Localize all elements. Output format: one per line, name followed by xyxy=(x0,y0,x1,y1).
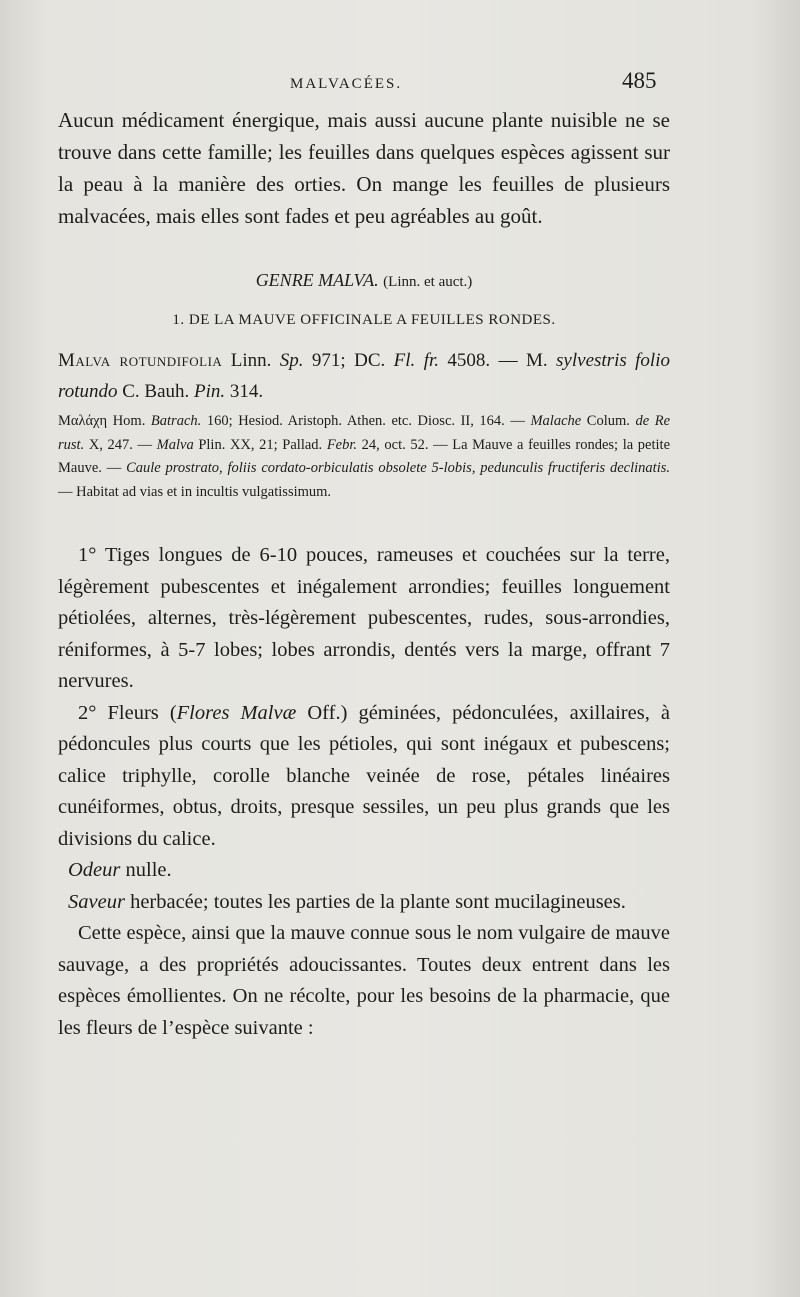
nomen-ref: Linn. xyxy=(230,350,272,371)
nomen-ref: Sp. xyxy=(279,350,304,371)
habitat: — Habitat ad vias et in incultis vulgatissimum. xyxy=(58,483,332,500)
description-taste xyxy=(58,887,670,919)
synonym: X, 247. — xyxy=(88,436,153,453)
running-head: MALVACÉES. xyxy=(290,76,403,92)
taste-text: herbacée; toutes les parties de la plante sont mucilagineuses. xyxy=(130,890,626,913)
description-odour xyxy=(58,855,670,887)
page-number: 485 xyxy=(622,68,657,93)
synonym: Febr. xyxy=(326,436,358,453)
synonym: 24, oct. 52. — La Mauve a feuilles rondes; la petite Mauve. — xyxy=(58,436,671,476)
synonyms-block xyxy=(58,410,670,504)
genus-name: GENRE MALVA. xyxy=(255,270,379,290)
flowers-latin: Flores Malvæ xyxy=(176,701,297,724)
nomen-ref: 314. xyxy=(229,381,264,402)
flowers-text: 2° Fleurs ( xyxy=(78,701,177,724)
nomen-ref: C. Bauh. xyxy=(122,381,190,402)
description-properties: Cette espèce, ainsi que la mauve connue sous le nom vulgaire de mauve sauvage, a des propriétés adoucissantes. Toutes deux entrent dans les espèces émollientes. On ne récolte, pour les besoins de la pharmacie, que les fleurs de l’espèce suivante : xyxy=(58,922,670,1039)
description-flowers xyxy=(58,698,670,856)
latin-diagnosis: Caule prostrato, foliis cordato-orbiculatis obsolete 5-lobis, pedunculis fructiferis declinatis. xyxy=(126,460,670,476)
species-title: 1. DE LA MAUVE OFFICINALE A FEUILLES RONDES. xyxy=(172,312,556,328)
synonym: Batrach. xyxy=(150,413,202,429)
synonym: de Re rust. xyxy=(58,413,671,453)
genus-heading xyxy=(58,270,670,291)
nomen-ref: Fl. fr. xyxy=(393,350,440,371)
nomen-ref: 4508. — M. xyxy=(447,350,548,371)
odour-text: nulle. xyxy=(125,859,172,881)
page-header xyxy=(0,68,800,104)
synonym: Colum. xyxy=(586,413,630,429)
synonym: Μαλάχη Hom. xyxy=(58,413,146,429)
description-stems: 1° Tiges longues de 6-10 pouces, rameuses et couchées sur la terre, légèrement pubescentes et inégalement arrondies; feuilles longuement pétiolées, alternes, très-légèrement pubescentes, rudes, sous-arrondies, réniformes, à 5-7 lobes; lobes arrondis, dentés vers la marge, offrant 7 nervures. xyxy=(58,544,670,692)
nomen-ref: Pin. xyxy=(194,381,226,402)
taste-label: Saveur xyxy=(68,890,125,913)
flowers-text: Off.) géminées, pédonculées, axillaires, à pédoncules plus courts que les pétioles, qui sont inégaux et pubescens; calice triphylle, corolle blanche veinée de rose, pétales linéaires cunéiformes, obtus, droits, presque sessiles, un peu plus grands que les divisions du calice. xyxy=(58,701,670,850)
nomen-ref: 971; DC. xyxy=(311,350,386,371)
description xyxy=(58,540,670,1044)
intro-paragraph: Aucun médicament énergique, mais aussi aucune plante nuisible ne se trouve dans cette famille; les feuilles dans quelques espèces agissent sur la peau à la manière des orties. On mange les feuilles de plusieurs malvacées, mais elles sont fades et peu agréables au goût. xyxy=(58,108,670,228)
synonym: Malva xyxy=(156,436,194,453)
nomen-ref: sylvestris folio rotundo xyxy=(58,350,670,402)
nomenclature xyxy=(58,345,670,407)
odour-label: Odeur xyxy=(68,859,121,881)
synonym: Plin. XX, 21; Pallad. xyxy=(198,436,323,453)
genus-authority: (Linn. et auct.) xyxy=(383,274,473,290)
synonym: Malache xyxy=(530,413,582,429)
synonym: 160; Hesiod. Aristoph. Athen. etc. Diosc. II, 164. — xyxy=(206,413,525,429)
species-latin-name: Malva rotundifolia xyxy=(58,350,223,371)
